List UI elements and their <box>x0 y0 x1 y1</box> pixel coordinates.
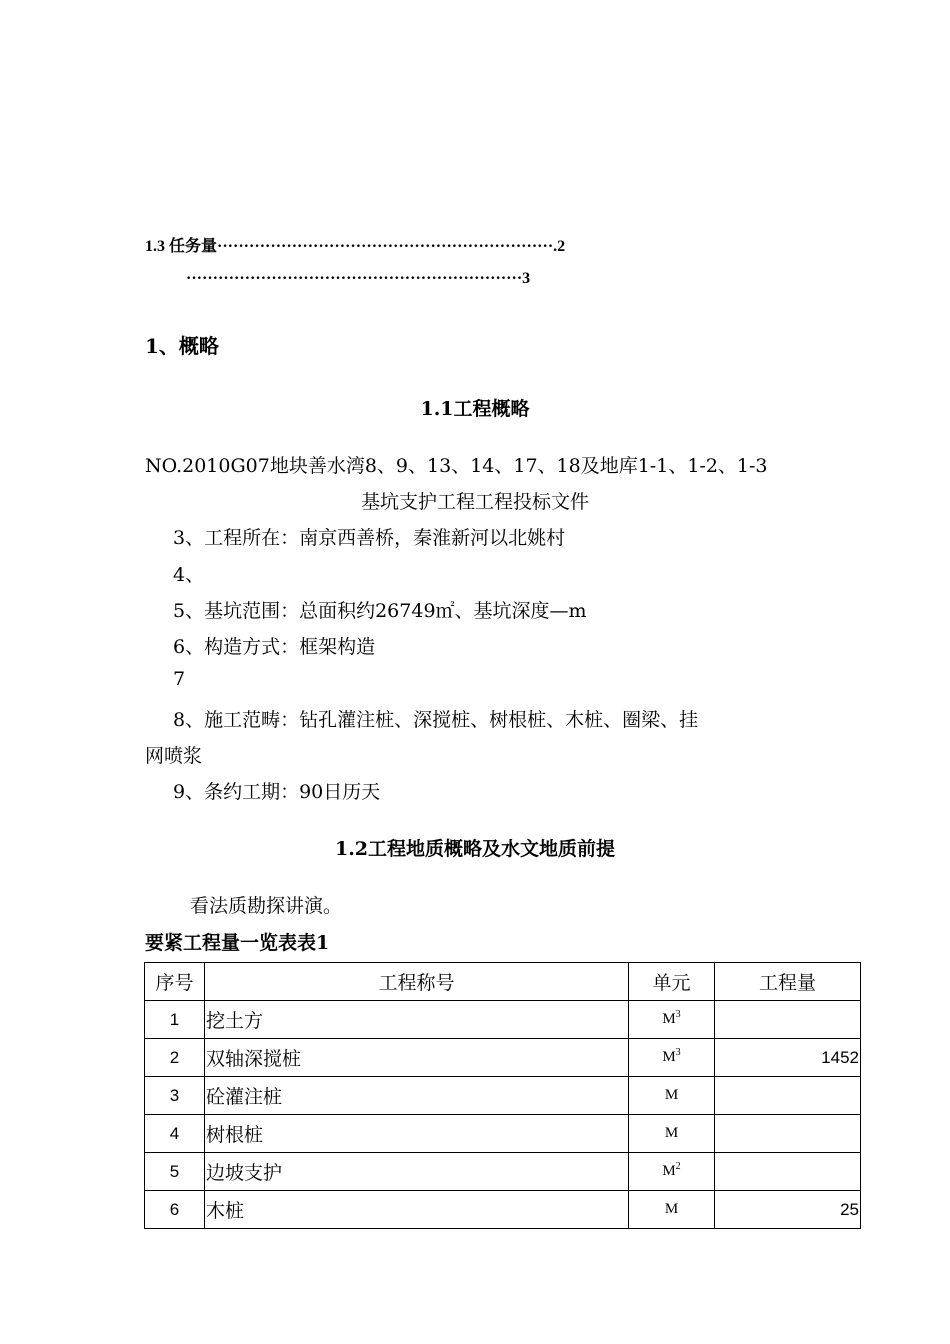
section-1-heading: 1、概略 <box>145 334 219 358</box>
row-no: 3 <box>145 1077 205 1115</box>
table-row <box>145 1153 861 1191</box>
header-quantity: 工程量 <box>715 963 861 1001</box>
row-no: 1 <box>145 1001 205 1039</box>
row-unit: $M^2$ <box>629 1153 715 1191</box>
row-quantity <box>715 1153 861 1191</box>
row-name: 木桩 <box>205 1191 629 1229</box>
item-structure: 6、构造方式：框架构造 <box>173 636 376 658</box>
project-title-line2: 基坑支护工程工程投标文件 <box>360 491 589 513</box>
item-4: 4、 <box>173 564 205 586</box>
header-no: 序号 <box>145 963 205 1001</box>
table-caption: 要紧工程量一览表表1 <box>145 932 330 954</box>
toc-line-task[interactable]: 1.3 任务量·······························································.2 <box>145 238 566 255</box>
row-no: 4 <box>145 1115 205 1153</box>
row-unit: $M^3$ <box>629 1001 715 1039</box>
row-name: 边坡支护 <box>205 1153 629 1191</box>
table-row <box>145 1001 861 1039</box>
section-1-2-heading: 1.2工程地质概略及水文地质前提 <box>334 838 616 860</box>
row-no: 2 <box>145 1039 205 1077</box>
header-unit: 单元 <box>629 963 715 1001</box>
row-no: 6 <box>145 1191 205 1229</box>
row-name: 挖土方 <box>205 1001 629 1039</box>
item-7: 7 <box>173 668 186 690</box>
item-pit-range: 5、基坑范围：总面积约26749㎡、基坑深度—m <box>173 600 587 622</box>
row-unit: $M^3$ <box>629 1039 715 1077</box>
quantity-table <box>144 962 861 1229</box>
row-unit: M <box>629 1191 715 1229</box>
project-title-line1: NO.2010G07地块善水湾8、9、13、14、17、18及地库1-1、1-2、1-3 <box>145 455 768 477</box>
geology-text: 看法质勘探讲演。 <box>190 895 343 917</box>
row-quantity: 1452 <box>715 1039 861 1077</box>
row-unit: M <box>629 1077 715 1115</box>
table-row <box>145 1191 861 1229</box>
table-header-row <box>145 963 861 1001</box>
item-contract-period: 9、条约工期：90日历天 <box>173 781 381 803</box>
section-1-1-heading: 1.1工程概略 <box>420 398 530 420</box>
row-quantity <box>715 1077 861 1115</box>
table-row <box>145 1077 861 1115</box>
toc-line-continued[interactable]: ·······························································3 <box>186 270 531 287</box>
table-row <box>145 1039 861 1077</box>
item-construction-scope: 8、施工范畴：钻孔灌注桩、深搅桩、树根桩、木桩、圈梁、挂 <box>173 709 699 731</box>
row-name: 树根桩 <box>205 1115 629 1153</box>
table-row <box>145 1115 861 1153</box>
header-name: 工程称号 <box>205 963 629 1001</box>
row-no: 5 <box>145 1153 205 1191</box>
row-quantity <box>715 1115 861 1153</box>
row-unit: M <box>629 1115 715 1153</box>
row-quantity: 25 <box>715 1191 861 1229</box>
row-name: 双轴深搅桩 <box>205 1039 629 1077</box>
item-construction-scope-cont: 网喷浆 <box>145 745 203 767</box>
row-name: 砼灌注桩 <box>205 1077 629 1115</box>
item-location: 3、工程所在：南京西善桥，秦淮新河以北姚村 <box>173 527 566 549</box>
row-quantity <box>715 1001 861 1039</box>
